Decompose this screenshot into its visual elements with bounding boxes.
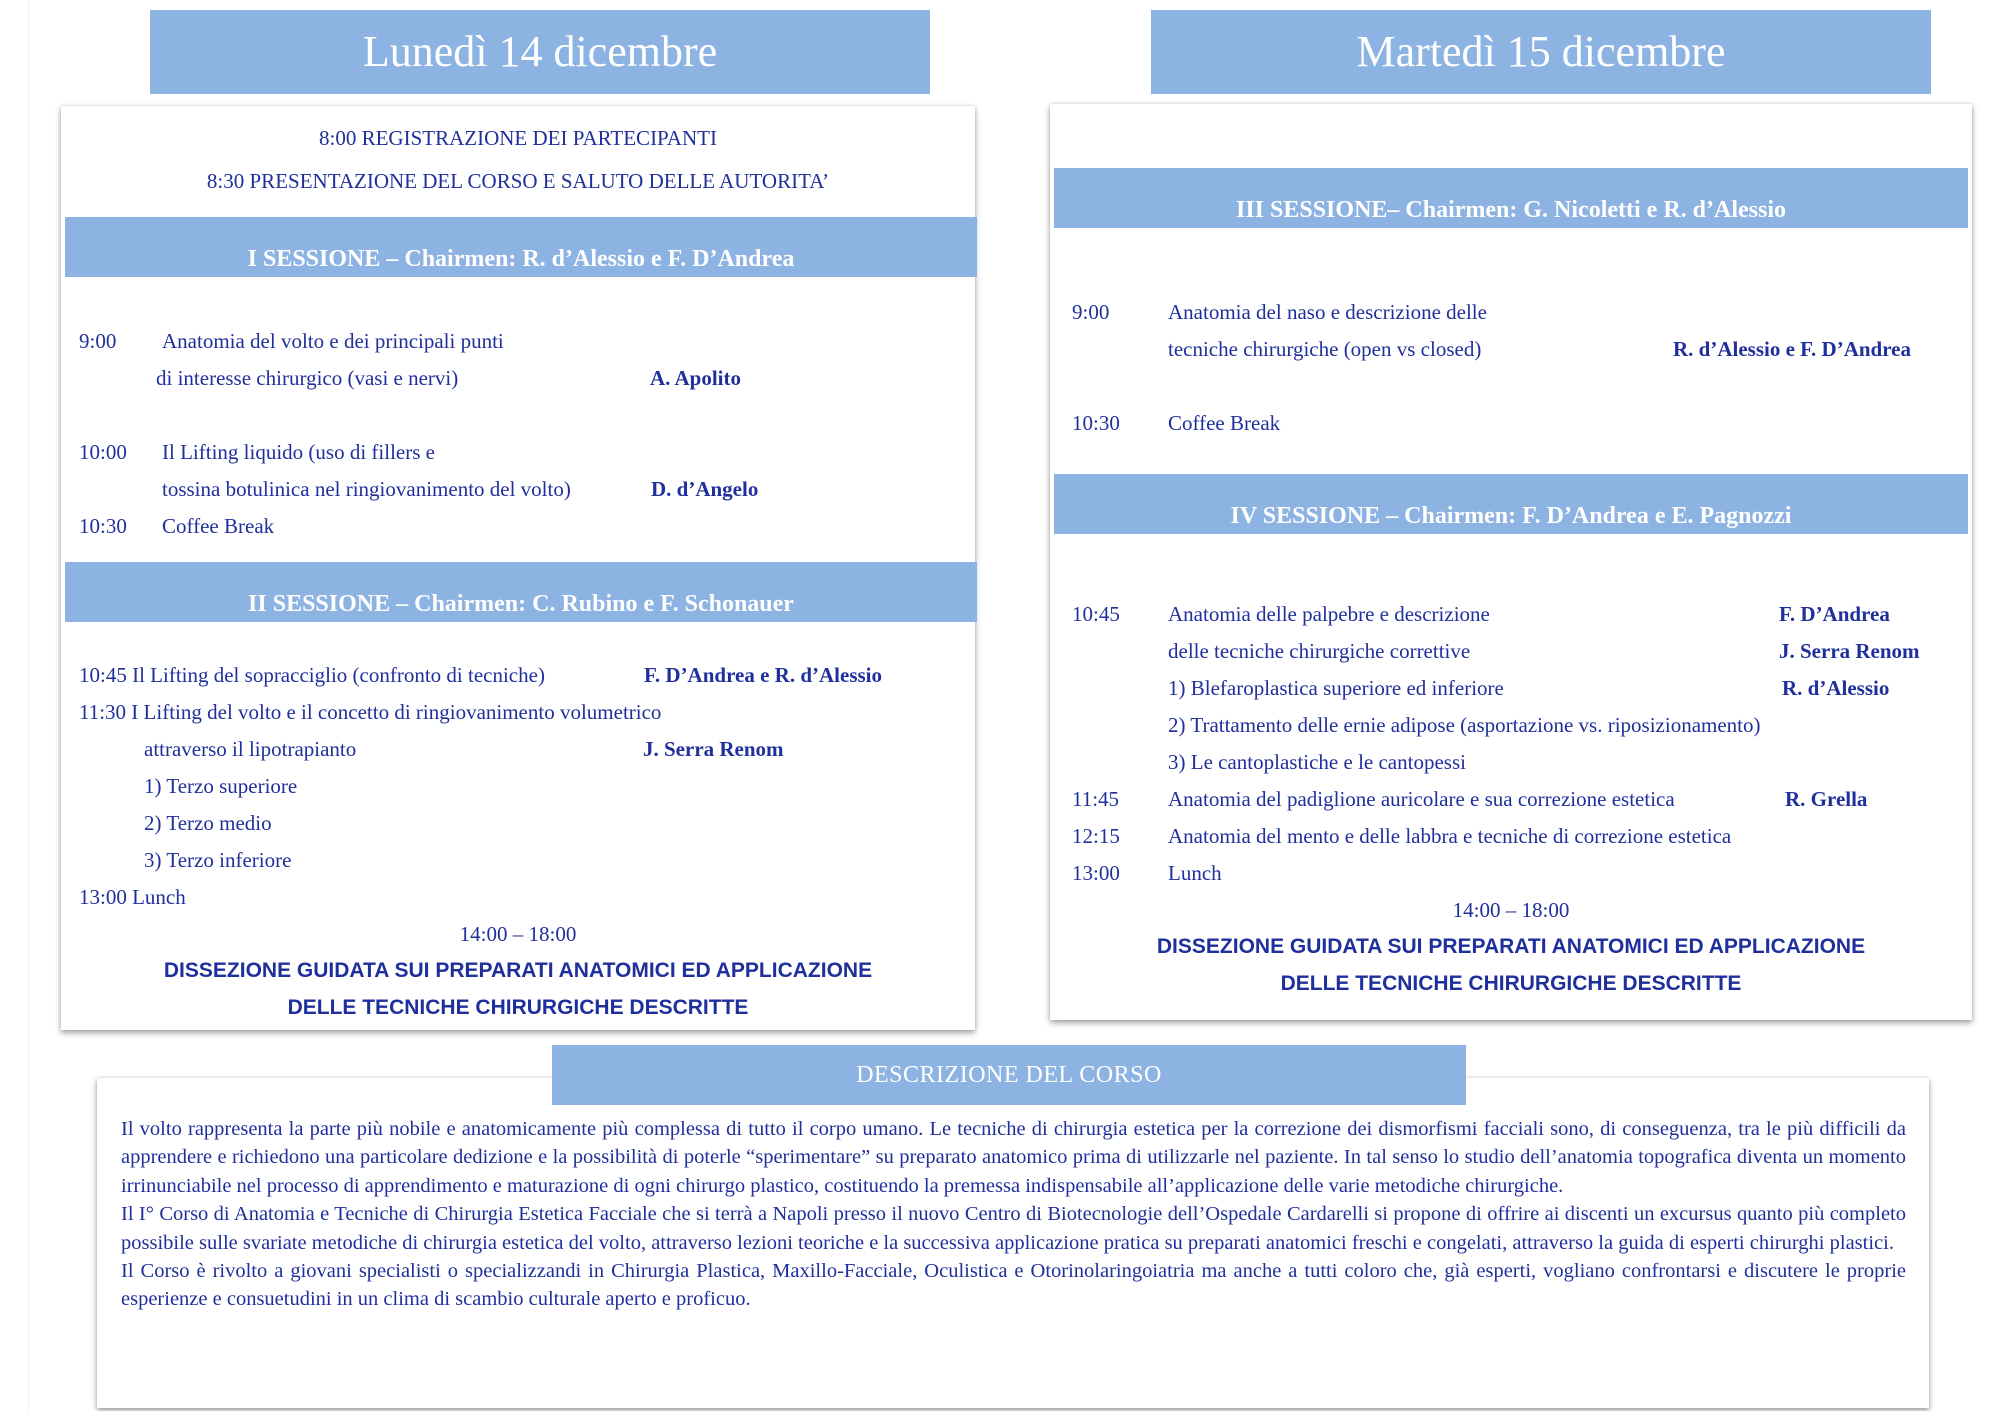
session4-talk1-speaker2: J. Serra Renom	[1779, 639, 1920, 663]
session4-talk3-time: 12:15	[1072, 824, 1120, 848]
day1-afternoon-activity: DISSEZIONE GUIDATA SUI PREPARATI ANATOMICI ED APPLICAZIONE	[163, 959, 873, 982]
description-paragraph-1: Il volto rappresenta la parte più nobile e anatomicamente più complessa di tutto il corpo umano. Le tecniche di chirurgia estetica per la correzione dei dismorfismi facciali sono, di conseguenza, tra le più difficili da apprendere e richiedono una particolare dedizione e la possibilità di poterle “sperimentare” su preparato anatomico prima di utilizzarle nel paziente. In tal senso lo studio dell’anatomia topografica diventa un momento irrinunciabile nel processo di apprendimento e maturazione di ogni chirurgo plastico, costituendo la premessa indispensabile all’applicazione delle varie metodiche chirurgiche.	[121, 1118, 1906, 1197]
session3-break-time: 10:30	[1072, 411, 1120, 435]
day2-afternoon-time: 14:00 – 18:00	[1452, 898, 1570, 922]
session1-talk2-speaker: D. d’Angelo	[651, 477, 759, 501]
session1-talk2-time: 10:00	[79, 440, 127, 464]
description-paragraph-2: Il I° Corso di Anatomia e Tecniche di Chirurgia Estetica Facciale che si terrà a Napoli presso il nuovo Centro di Biotecnologie dell’Ospedale Cardarelli si propone di offrire ai discenti un excursus quanto più completo possibile sulle svariate metodiche di chirurgia estetica del volto, attraverso lezioni teoriche e la successiva applicazione pratica su preparati anatomici freschi e congelati, attraverso la guida di esperti chirurghi plastici.	[121, 1203, 1906, 1254]
session1-talk1-title: Anatomia del volto e dei principali punti	[162, 329, 504, 353]
session1-talk1-time: 9:00	[79, 329, 117, 353]
session3-header: III SESSIONE– Chairmen: G. Nicoletti e R. d’Alessio	[1054, 168, 1968, 228]
session3-talk1-title-2: tecniche chirurgiche (open vs closed)	[1168, 337, 1482, 361]
session4-talk1-sub1: 1) Blefaroplastica superiore ed inferiore	[1168, 676, 1504, 700]
session2-sub1: 1) Terzo superiore	[144, 774, 298, 798]
session4-talk1-sub2: 2) Trattamento delle ernie adipose (asportazione vs. riposizionamento)	[1168, 713, 1761, 737]
session4-talk1-speaker1: F. D’Andrea	[1779, 602, 1890, 626]
session4-talk1-speaker3: R. d’Alessio	[1782, 676, 1890, 700]
description-title: DESCRIZIONE DEL CORSO	[552, 1045, 1466, 1105]
session1-break-label: Coffee Break	[162, 514, 275, 538]
session3-talk1-title: Anatomia del naso e descrizione delle	[1168, 300, 1487, 324]
day1-afternoon-time: 14:00 – 18:00	[459, 922, 577, 946]
session2-sub2: 2) Terzo medio	[144, 811, 272, 835]
day2-lunch-time: 13:00	[1072, 861, 1120, 885]
day1-lunch: 13:00 Lunch	[79, 885, 186, 909]
day2-afternoon-activity: DISSEZIONE GUIDATA SUI PREPARATI ANATOMICI ED APPLICAZIONE	[1156, 935, 1866, 958]
session2-header: II SESSIONE – Chairmen: C. Rubino e F. Schonauer	[65, 562, 977, 622]
session2-talk1-speaker: F. D’Andrea e R. d’Alessio	[644, 663, 883, 687]
session1-talk1-speaker: A. Apolito	[650, 366, 742, 390]
session3-break-label: Coffee Break	[1168, 411, 1281, 435]
day1-afternoon-activity-2: DELLE TECNICHE CHIRURGICHE DESCRITTE	[287, 996, 749, 1019]
description-paragraph-3: Il Corso è rivolto a giovani specialisti o specializzandi in Chirurgia Plastica, Maxillo-Facciale, Oculistica e Otorinolaringoiatria ma anche a tutti coloro che, già esperti, vogliano confrontarsi e discutere le proprie esperienze e consuetudini in un clima di scambio culturale aperto e proficuo.	[121, 1260, 1906, 1311]
day1-registration: 8:00 REGISTRAZIONE DEI PARTECIPANTI	[319, 126, 717, 150]
session2-talk2: 11:30 I Lifting del volto e il concetto di ringiovanimento volumetrico	[79, 700, 662, 724]
session4-talk2-time: 11:45	[1072, 787, 1120, 811]
session1-talk1-title-2: di interesse chirurgico (vasi e nervi)	[156, 366, 459, 390]
session4-talk1-title-2: delle tecniche chirurgiche correttive	[1168, 639, 1471, 663]
day2-lunch-label: Lunch	[1168, 861, 1222, 885]
session4-talk3-title: Anatomia del mento e delle labbra e tecniche di correzione estetica	[1168, 824, 1732, 848]
day2-title: Martedì 15 dicembre	[1151, 10, 1931, 94]
session2-sub3: 3) Terzo inferiore	[144, 848, 292, 872]
day1-presentation: 8:30 PRESENTAZIONE DEL CORSO E SALUTO DELLE AUTORITA’	[206, 169, 830, 193]
session2-talk1: 10:45 Il Lifting del sopracciglio (confronto di tecniche)	[79, 663, 545, 687]
session4-talk2-title: Anatomia del padiglione auricolare e sua correzione estetica	[1168, 787, 1675, 811]
session1-talk2-title: Il Lifting liquido (uso di fillers e	[162, 440, 435, 464]
session1-header: I SESSIONE – Chairmen: R. d’Alessio e F. D’Andrea	[65, 217, 977, 277]
session4-talk1-sub3: 3) Le cantoplastiche e le cantopessi	[1168, 750, 1466, 774]
day1-title: Lunedì 14 dicembre	[150, 10, 930, 94]
session4-header: IV SESSIONE – Chairmen: F. D’Andrea e E. Pagnozzi	[1054, 474, 1968, 534]
session2-talk2-line2: attraverso il lipotrapianto	[144, 737, 357, 761]
session4-talk1-title: Anatomia delle palpebre e descrizione	[1168, 602, 1490, 626]
session3-talk1-time: 9:00	[1072, 300, 1110, 324]
session4-talk1-time: 10:45	[1072, 602, 1120, 626]
session3-talk1-speaker: R. d’Alessio e F. D’Andrea	[1673, 337, 1912, 361]
session4-talk2-speaker: R. Grella	[1785, 787, 1868, 811]
page-edge-line	[28, 0, 29, 1411]
session1-break-time: 10:30	[79, 514, 127, 538]
description-body	[121, 1115, 1906, 1314]
session1-talk2-title-2: tossina botulinica nel ringiovanimento del volto)	[162, 477, 571, 501]
day2-afternoon-activity-2: DELLE TECNICHE CHIRURGICHE DESCRITTE	[1280, 972, 1742, 995]
session2-talk2-speaker: J. Serra Renom	[643, 737, 784, 761]
